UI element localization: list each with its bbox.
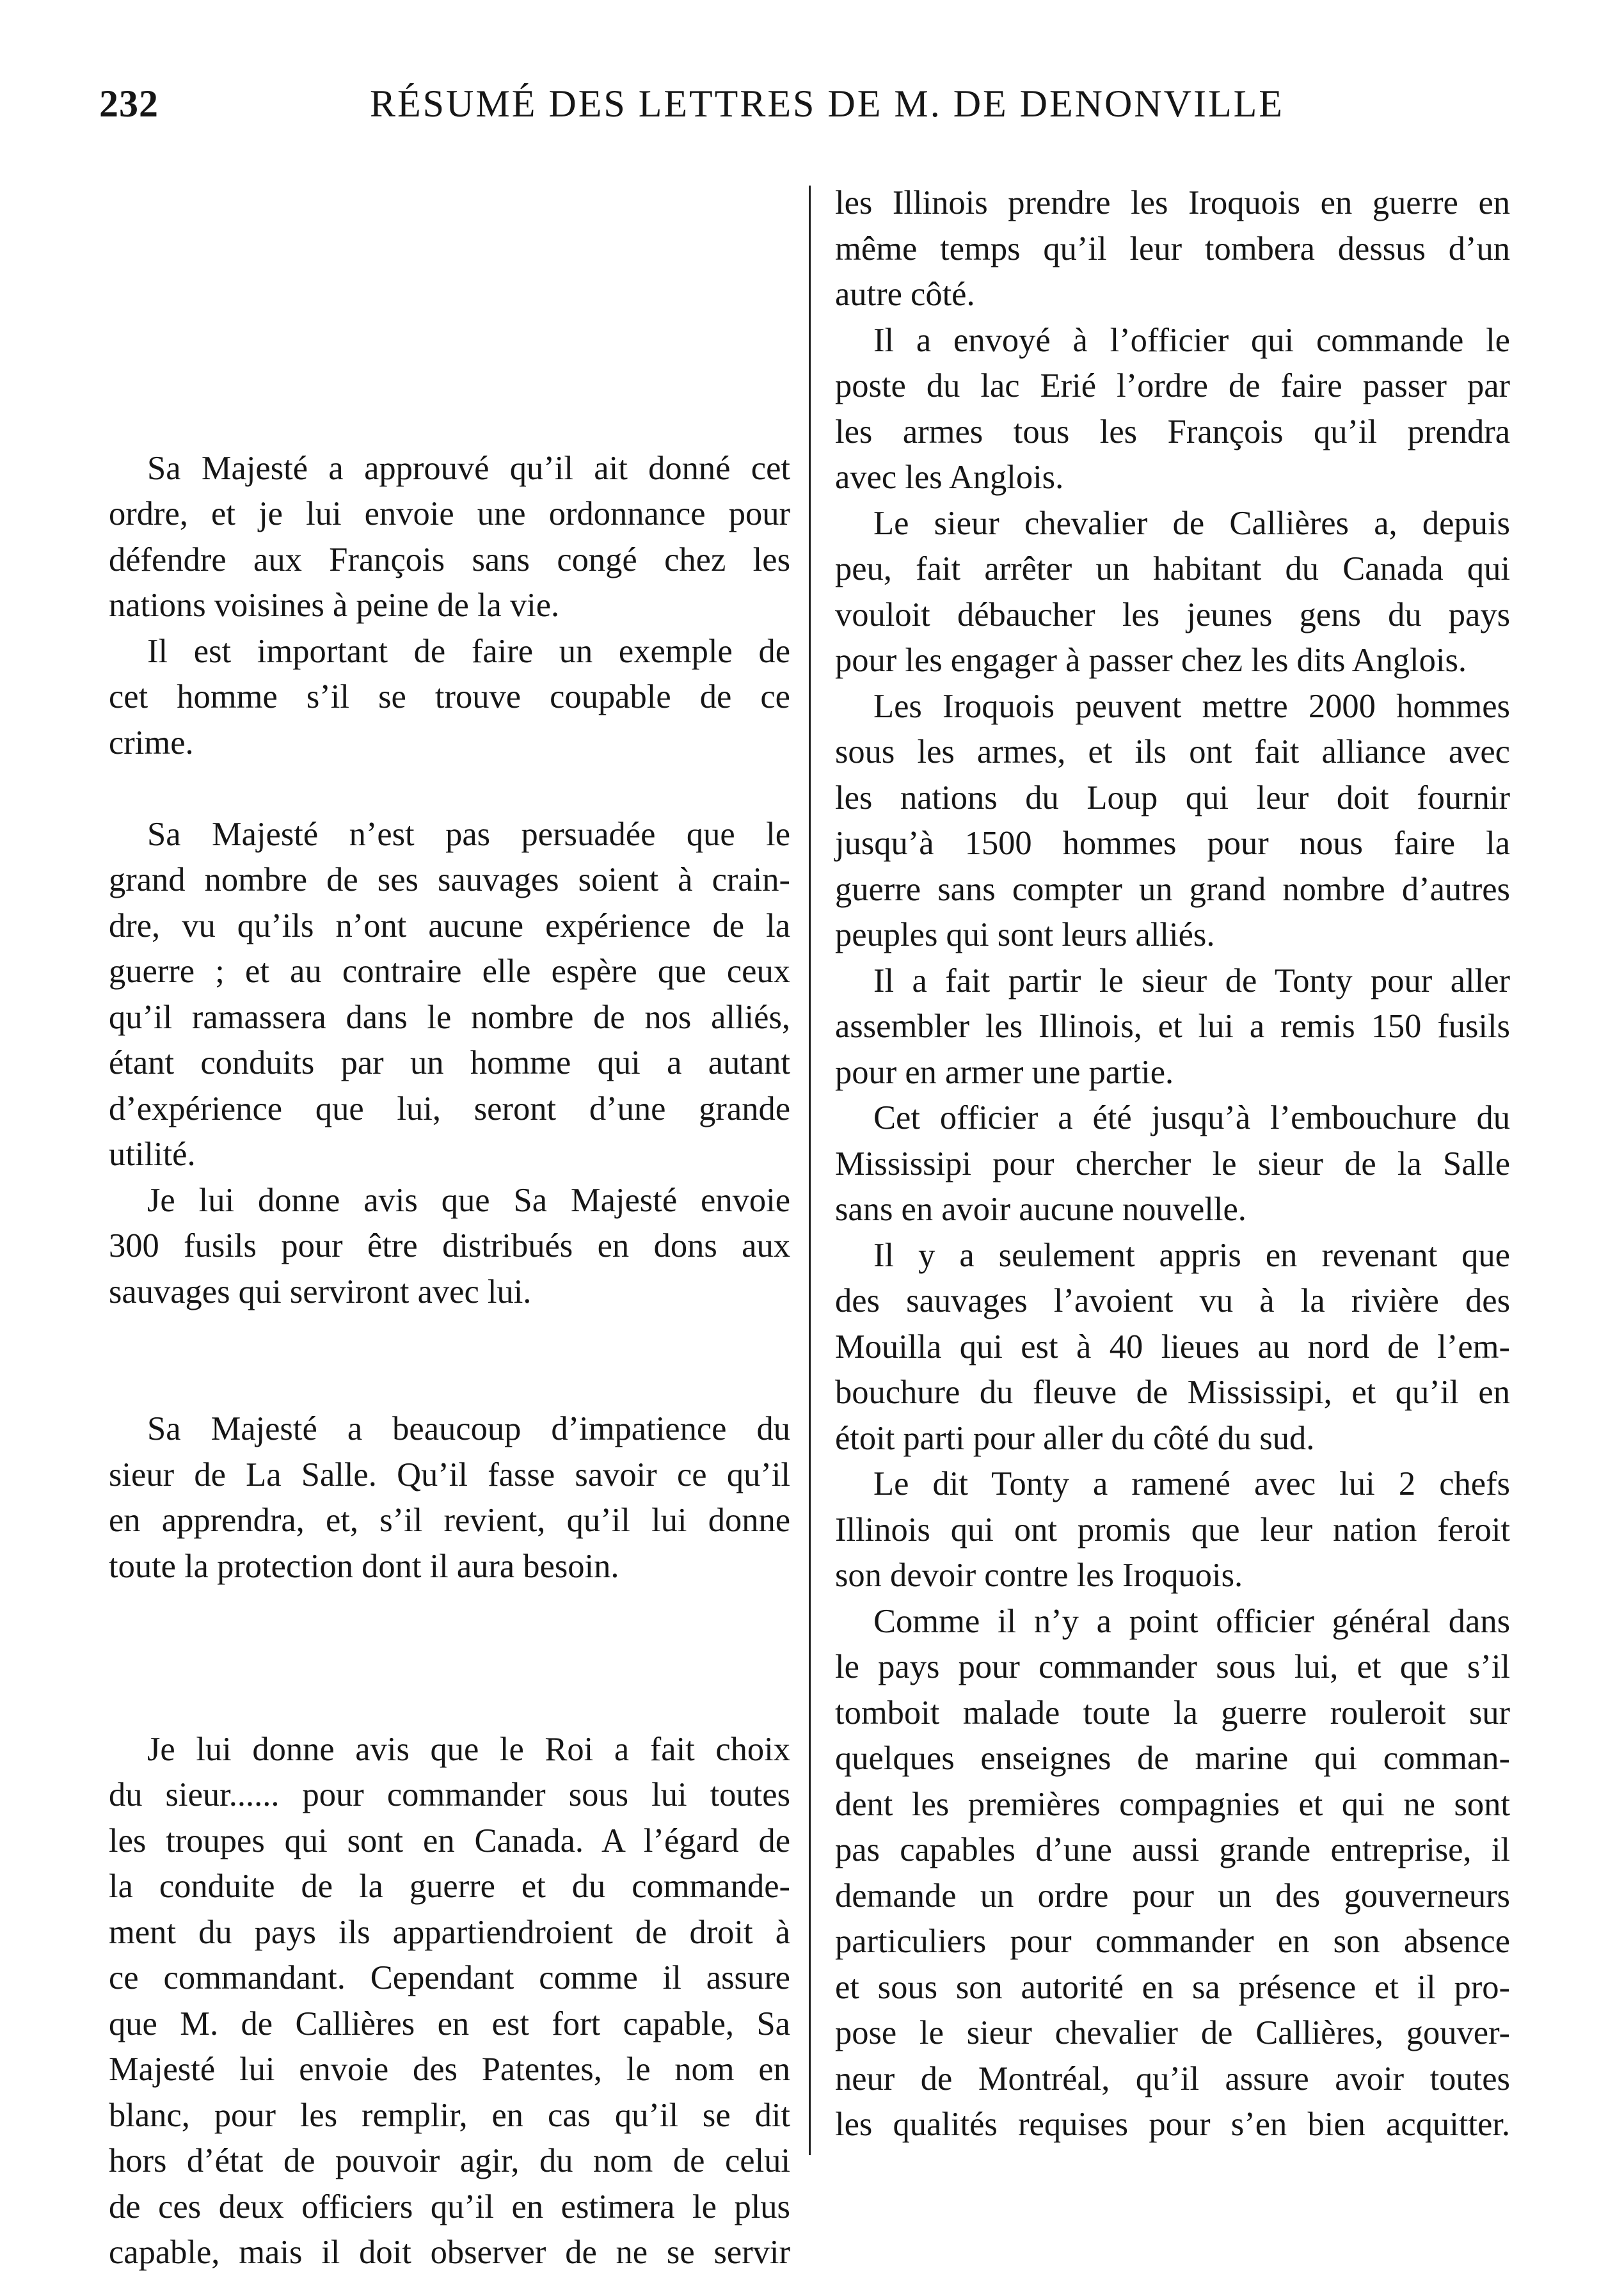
text-line: du sieur...... pour commander sous lui toutes	[109, 1776, 790, 1813]
text-line: sauvages qui serviront avec lui.	[109, 1273, 532, 1310]
text-line: Il y a seulement appris en revenant que	[873, 1236, 1510, 1274]
text-line: les qualités requises pour s’en bien acquitter.	[835, 2106, 1510, 2143]
text-line: les Illinois prendre les Iroquois en guerre en	[835, 184, 1510, 221]
text-line: ordre, et je lui envoie une ordonnance pour	[109, 495, 790, 532]
spacer	[109, 1635, 790, 1682]
text-line: Les Iroquois peuvent mettre 2000 hommes	[873, 687, 1510, 725]
text-line: Majesté lui envoie des Patentes, le nom en	[109, 2051, 790, 2088]
text-line: peu, fait arrêter un habitant du Canada qui	[835, 550, 1510, 587]
text-line: demande un ordre pour un des gouverneurs	[835, 1877, 1510, 1914]
text-line: Mississipi pour chercher le sieur de la Salle	[835, 1145, 1510, 1182]
running-title: RÉSUMÉ DES LETTRES DE M. DE DENONVILLE	[370, 83, 1284, 125]
text-line: Illinois qui ont promis que leur nation feroit	[835, 1511, 1510, 1548]
text-line: pose le sieur chevalier de Callières, gouver-	[835, 2014, 1510, 2051]
spacer	[109, 308, 790, 354]
text-line: pas capables d’une aussi grande entreprise, il	[835, 1831, 1510, 1868]
text-line: toute la protection dont il aura besoin.	[109, 1547, 619, 1585]
spacer	[109, 354, 790, 401]
text-line: peuples qui sont leurs alliés.	[835, 916, 1215, 953]
right-column	[835, 180, 1510, 2148]
text-line: pour en armer une partie.	[835, 1053, 1174, 1091]
text-line: blanc, pour les remplir, en cas qu’il se dit	[109, 2096, 790, 2134]
text-line: son devoir contre les Iroquois.	[835, 1557, 1243, 1594]
text-line: crime.	[109, 724, 194, 761]
text-line: pour les engager à passer chez les dits Anglois.	[835, 642, 1467, 679]
page-number: 232	[99, 83, 159, 125]
text-line: les troupes qui sont en Canada. A l’égard de	[109, 1822, 790, 1859]
text-line: Mouilla qui est à 40 lieues au nord de l’em-	[835, 1328, 1510, 1365]
text-line: le pays pour commander sous lui, et que s’il	[835, 1648, 1510, 1685]
text-line: et sous son autorité en sa présence et il pro-	[835, 1968, 1510, 2006]
spacer	[109, 1681, 790, 1727]
text-line: jusqu’à 1500 hommes pour nous faire la	[835, 825, 1510, 862]
text-line: défendre aux François sans congé chez les	[109, 541, 790, 578]
text-line: de ces deux officiers qu’il en estimera le plus	[109, 2188, 790, 2225]
text-line: guerre sans compter un grand nombre d’autres	[835, 870, 1510, 908]
spacer	[109, 1361, 790, 1407]
text-line: avec les Anglois.	[835, 459, 1064, 496]
spacer	[109, 1315, 790, 1361]
text-line: la conduite de la guerre et du commande-	[109, 1868, 790, 1905]
text-line: utilité.	[109, 1136, 196, 1173]
text-line: grand nombre de ses sauvages soient à crain-	[109, 861, 790, 898]
text-line: Sa Majesté n’est pas persuadée que le	[147, 815, 790, 853]
text-line: que M. de Callières en est fort capable, Sa	[109, 2005, 790, 2042]
text-line: dre, vu qu’ils n’ont aucune expérience de la	[109, 907, 790, 944]
text-line: étoit parti pour aller du côté du sud.	[835, 1419, 1315, 1457]
text-line: d’expérience que lui, seront d’une grande	[109, 1090, 790, 1127]
text-line: guerre ; et au contraire elle espère que ceux	[109, 953, 790, 990]
text-line: Sa Majesté a approuvé qu’il ait donné cet	[147, 449, 790, 487]
text-line: ment du pays ils appartiendroient de droit à	[109, 1913, 790, 1951]
text-line: particuliers pour commander en son absence	[835, 1923, 1510, 1960]
text-line: Je lui donne avis que Sa Majesté envoie	[147, 1181, 790, 1219]
text-line: sieur de La Salle. Qu’il fasse savoir ce qu’il	[109, 1456, 790, 1493]
text-line: des sauvages l’avoient vu à la rivière des	[835, 1282, 1510, 1319]
text-line: même temps qu’il leur tombera dessus d’un	[835, 230, 1510, 267]
text-line: Il a fait partir le sieur de Tonty pour aller	[873, 962, 1510, 999]
text-line: en apprendra, et, s’il revient, qu’il lui donne	[109, 1502, 790, 1539]
spacer	[109, 1589, 790, 1635]
text-line: quelques enseignes de marine qui comman-	[835, 1740, 1510, 1777]
spacer	[109, 400, 790, 446]
text-line: Il a envoyé à l’officier qui commande le	[873, 321, 1510, 359]
text-line: Comme il n’y a point officier général dans	[873, 1602, 1510, 1640]
text-line: assembler les Illinois, et lui a remis 150 fusils	[835, 1008, 1510, 1045]
text-line: nations voisines à peine de la vie.	[109, 587, 560, 624]
text-line: ce commandant. Cependant comme il assure	[109, 1959, 790, 1996]
column-divider	[809, 186, 811, 2155]
text-line: qu’il ramassera dans le nombre de nos alliés,	[109, 998, 790, 1036]
text-line: sans en avoir aucune nouvelle.	[835, 1191, 1246, 1228]
text-line: capable, mais il doit observer de ne se servir	[109, 2234, 790, 2271]
text-line: cet homme s’il se trouve coupable de ce	[109, 678, 790, 715]
page-header	[0, 82, 1624, 152]
left-column	[109, 308, 790, 2276]
text-line: poste du lac Erié l’ordre de faire passer par	[835, 367, 1510, 404]
text-line: sous les armes, et ils ont fait alliance avec	[835, 733, 1510, 770]
text-line: 300 fusils pour être distribués en dons aux	[109, 1227, 790, 1264]
text-line: bouchure du fleuve de Mississipi, et qu’il en	[835, 1374, 1510, 1411]
text-line: Cet officier a été jusqu’à l’embouchure du	[873, 1099, 1510, 1136]
text-line: vouloit débaucher les jeunes gens du pays	[835, 596, 1510, 633]
text-line: étant conduits par un homme qui a autant	[109, 1044, 790, 1081]
text-line: Sa Majesté a beaucoup d’impatience du	[147, 1410, 790, 1447]
text-line: neur de Montréal, qu’il assure avoir toutes	[835, 2060, 1510, 2097]
text-line: tomboit malade toute la guerre rouleroit sur	[835, 1694, 1510, 1731]
spacer	[109, 766, 790, 812]
text-line: Le dit Tonty a ramené avec lui 2 chefs	[873, 1465, 1510, 1502]
text-line: Il est important de faire un exemple de	[147, 632, 790, 670]
text-line: hors d’état de pouvoir agir, du nom de celui	[109, 2142, 790, 2179]
text-line: les armes tous les François qu’il prendra	[835, 413, 1510, 450]
text-line: Je lui donne avis que le Roi a fait choix	[147, 1730, 790, 1768]
text-line: Le sieur chevalier de Callières a, depuis	[873, 504, 1510, 542]
text-line: dent les premières compagnies et qui ne sont	[835, 1785, 1510, 1823]
text-line: autre côté.	[835, 276, 975, 313]
text-line: les nations du Loup qui leur doit fournir	[835, 779, 1510, 816]
